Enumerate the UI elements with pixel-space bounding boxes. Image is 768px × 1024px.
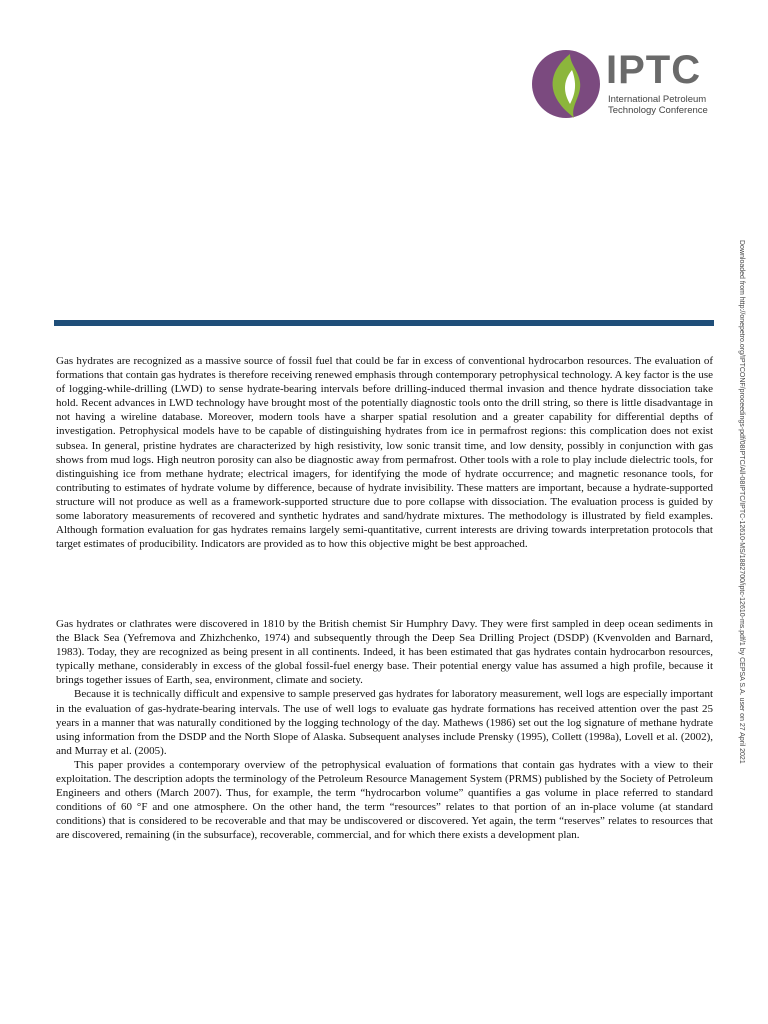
body-paragraph-1: Gas hydrates or clathrates were discovered in 1810 by the British chemist Sir Humphry Davy. They were first sampled in deep ocean sediments in the Black Sea (Yefremova and Zhizhchenko, 1974) and subsequently through the Deep Sea Drilling Project (DSDP) (Kvenvolden and Barnard, 1983). Today, they are recognized as being present in all continents. Indeed, it has been estimated that gas hydrates contain hydrocarbon resources, typically methane, considerably in excess of the global fossil-fuel energy base. Their potential energy value has assumed a high profile, because it brings together issues of Earth, sea, environment, climate and society. xyxy=(56,618,713,687)
logo-subtitle xyxy=(608,94,720,116)
abstract-paragraph: Gas hydrates are recognized as a massive source of fossil fuel that could be far in excess of conventional hydrocarbon resources. The evaluation of formations that contain gas hydrates is therefore receiving renewed emphasis through contemporary petrophysical technology. A key factor is the use of logging-while-drilling (LWD) to sense hydrate-bearing intervals before drilling-induced thermal invasion and thence hydrate dissociation take hold. Recent advances in LWD technology have brought most of the potentially diagnostic tools onto the drill string, so there is little disadvantage in not having a wireline database. Moreover, modern tools have a sharper spatial resolution and a greater capability for differential depths of investigation. Petrophysical models have to be capable of distinguishing hydrates from ice in permafrost regions: this complication does not exist subsea. In general, pristine hydrates are characterized by high resistivity, low sonic transit time, and low density, possibly in conjunction with gas shows from mud logs. High neutron porosity can also be diagnostic away from permafrost. Other tools with a role to play include dielectric tools, for distinguishing ice from methane hydrate; electrical imagers, for identifying the mode of hydrate occurrence; and magnetic resonance tools, for contributing to estimates of hydrate volume by difference, because of hydrate invisibility. These matters are important, because a hydrate-supported structure will not produce as well as a framework-supported structure due to pore collapse with dissociation. The evaluation process is guided by some laboratory measurements of recovered and synthetic hydrates and sand/hydrate mixtures. The methodology is illustrated by field examples. Although formation evaluation for gas hydrates remains largely semi-quantitative, current interests are driving towards interpretation protocols that target estimates of producibility. Indicators are provided as to how this objective might be best approached. xyxy=(56,355,713,551)
logo-subtitle-line1: International Petroleum xyxy=(608,94,707,105)
header-rule xyxy=(54,320,714,326)
body-paragraph-3: This paper provides a contemporary overview of the petrophysical evaluation of formations that contain gas hydrates with a view to their exploitation. The description adopts the terminology of the Petroleum Resource Management System (PRMS) published by the Society of Petroleum Engineers and others (March 2007). Thus, for example, the term “hydrocarbon volume” quantifies a gas volume in place referred to standard conditions of 60 °F and one atmosphere. On the other hand, the term “resources” relates to that portion of an in-place volume (at standard conditions) that is considered to be recoverable and that may be undiscovered or discovered. Yet again, the term “reserves” relates to resources that are discovered, remaining (in the subsurface), recoverable, commercial, and for which there exists a development plan. xyxy=(56,758,713,842)
iptc-logo xyxy=(530,48,720,120)
iptc-logo-mark-icon xyxy=(530,48,602,120)
body-paragraph-2: Because it is technically difficult and expensive to sample preserved gas hydrates for laboratory measurement, well logs are especially important in the evaluation of gas-hydrate-bearing intervals. The use of well logs to evaluate gas hydrate formations has received attention over the past 25 years in a manner that was naturally conditioned by the logging technology of the day. Mathews (1986) set out the log signature of methane hydrate using information from the DSDP and the North Slope of Alaska. Subsequent analyses include Prensky (1995), Collett (1998a), Lovell et al. (2002), and Murray et al. (2005). xyxy=(56,688,713,757)
logo-subtitle-line2: Technology Conference xyxy=(608,105,708,116)
download-watermark: Downloaded from http://onepetro.org/IPTCONF/proceedings-pdf/08IPTC/All-08IPTC/IPTC-12610-MS/1882700/iptc-12610-ms.pdf/1 by CEPSA S.A. user on 27 April 2021 xyxy=(738,240,745,764)
introduction-body xyxy=(56,617,713,843)
logo-wordmark: IPTC xyxy=(606,48,702,92)
